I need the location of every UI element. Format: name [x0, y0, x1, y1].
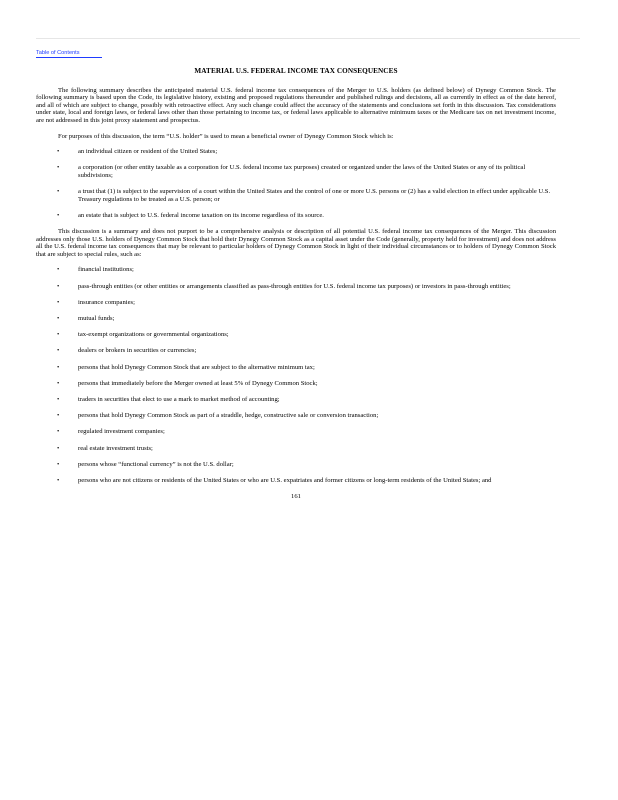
bullet: • — [57, 347, 60, 355]
special-rules-list — [36, 266, 556, 484]
table-of-contents-link[interactable]: Table of Contents — [36, 50, 102, 58]
list-item-text: a trust that (1) is subject to the supervision of a court within the United States and the control of one or more U.S. persons or (2) has a valid election in effect under applicable U.S. Treasury regulations to be treated as a U.S. person; or — [78, 188, 551, 203]
list-item — [36, 331, 556, 339]
list-item-text: an individual citizen or resident of the United States; — [78, 148, 218, 156]
list-item-text: persons whose “functional currency” is not the U.S. dollar; — [78, 460, 234, 468]
list-item — [36, 266, 556, 274]
bullet: • — [57, 363, 60, 371]
intro-paragraph: The following summary describes the anticipated material U.S. federal income tax consequences of the Merger to U.S. holders (as defined below) of Dynegy Common Stock. The following summary is based upon the Code, its legislative history, existing and proposed regulations thereunder and published rulings and decisions, all as currently in effect as of the date hereof, and all of which are subject to change, possibly with retroactive effect. Any such change could affect the accuracy of the statements and conclusions set forth in this discussion. Tax considerations under state, local and foreign laws, or federal laws other than those pertaining to income tax, or federal laws applicable to alternative minimum taxes or the Medicare tax on net investment income, are not addressed in this joint proxy statement and prospectus. — [36, 86, 556, 124]
list-item — [36, 188, 556, 203]
list-item-text: persons that immediately before the Merger owned at least 5% of Dynegy Common Stock; — [78, 379, 318, 387]
bullet: • — [57, 428, 60, 436]
bullet: • — [57, 188, 60, 196]
list-item-text: insurance companies; — [78, 298, 135, 306]
list-item-text: mutual funds; — [78, 315, 115, 323]
list-item — [36, 380, 556, 388]
list-item — [36, 396, 556, 404]
bullet: • — [57, 211, 60, 219]
bullet: • — [57, 476, 60, 484]
us-holder-list — [36, 148, 556, 219]
list-item — [36, 164, 556, 179]
list-item — [36, 428, 556, 436]
bullet: • — [57, 315, 60, 323]
bullet: • — [57, 148, 60, 156]
list-item — [36, 212, 556, 220]
document-page — [36, 68, 556, 501]
list-item-text: dealers or brokers in securities or currencies; — [78, 347, 197, 355]
list-item — [36, 445, 556, 453]
list-item-text: regulated investment companies; — [78, 428, 165, 436]
list-item-text: persons that hold Dynegy Common Stock that are subject to the alternative minimum tax; — [78, 363, 315, 371]
list-item-text: real estate investment trusts; — [78, 444, 153, 452]
list-item-text: financial institutions; — [78, 266, 134, 274]
us-holder-definition-paragraph: For purposes of this discussion, the term “U.S. holder” is used to mean a beneficial owner of Dynegy Common Stock which is: — [58, 132, 394, 140]
list-item-text: a corporation (or other entity taxable as a corporation for U.S. federal income tax purposes) created or organized under the laws of the United States or any of its political subdivisions; — [78, 164, 526, 179]
header-divider — [36, 38, 580, 39]
list-item-text: pass-through entities (or other entities or arrangements classified as pass-through entities for U.S. federal income tax purposes) or investors in pass-through entities; — [78, 282, 511, 290]
list-item — [36, 461, 556, 469]
list-item-text: tax-exempt organizations or governmental organizations; — [78, 331, 229, 339]
list-item — [36, 315, 556, 323]
list-item — [36, 148, 556, 156]
bullet: • — [57, 266, 60, 274]
bullet: • — [57, 460, 60, 468]
list-item — [36, 299, 556, 307]
bullet: • — [57, 379, 60, 387]
bullet: • — [57, 164, 60, 172]
page-number: 161 — [291, 493, 301, 501]
list-item — [36, 364, 556, 372]
list-item — [36, 347, 556, 355]
section-title: MATERIAL U.S. FEDERAL INCOME TAX CONSEQUENCES — [194, 67, 398, 75]
list-item-text: persons that hold Dynegy Common Stock as part of a straddle, hedge, constructive sale or conversion transaction; — [78, 412, 379, 420]
list-item-text: persons who are not citizens or residents of the United States or who are U.S. expatriates and former citizens or long-term residents of the United States; and — [78, 476, 492, 484]
list-item-text: an estate that is subject to U.S. federal income taxation on its income regardless of its source. — [78, 211, 324, 219]
list-item-text: traders in securities that elect to use a mark to market method of accounting; — [78, 395, 280, 403]
list-item — [36, 283, 556, 291]
scope-paragraph: This discussion is a summary and does not purport to be a comprehensive analysis or description of all potential U.S. federal income tax consequences of the Merger. This discussion addresses only those U.S. holders of Dynegy Common Stock that hold their Dynegy Common Stock as a capital asset under the Code (generally, property held for investment) and does not address all the U.S. federal income tax consequences that may be relevant to particular holders of Dynegy Common Stock in light of their individual circumstances or to holders of Dynegy Common Stock that are subject to special rules, such as: — [36, 228, 556, 258]
list-item — [36, 477, 556, 485]
bullet: • — [57, 412, 60, 420]
bullet: • — [57, 395, 60, 403]
bullet: • — [57, 282, 60, 290]
bullet: • — [57, 444, 60, 452]
bullet: • — [57, 298, 60, 306]
list-item — [36, 412, 556, 420]
bullet: • — [57, 331, 60, 339]
